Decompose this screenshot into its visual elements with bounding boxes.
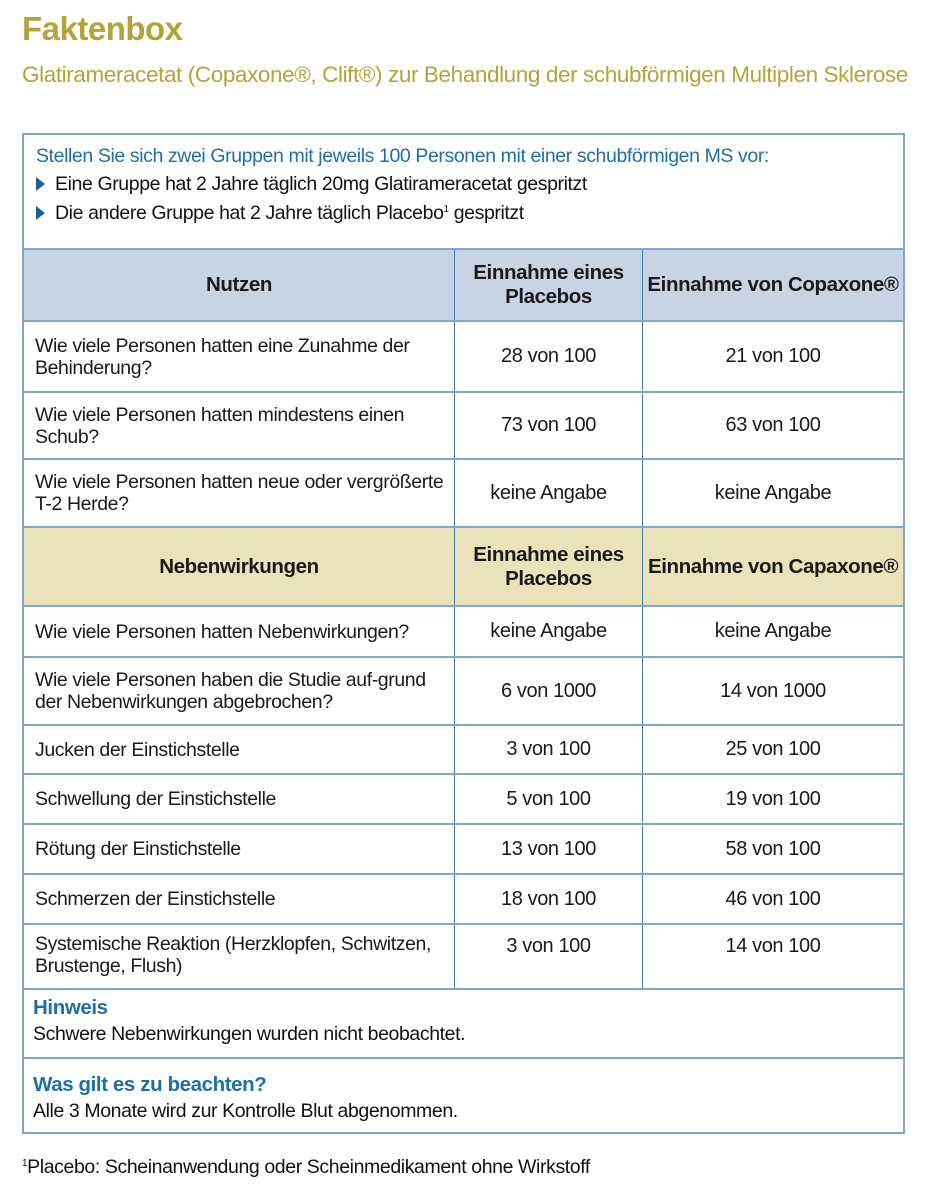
- footnote: [22, 1156, 590, 1179]
- placebo-value: 73 von 100: [454, 393, 642, 458]
- intro-heading: Stellen Sie sich zwei Gruppen mit jeweils 100 Personen mit einer schubförmigen MS vor:: [36, 145, 769, 167]
- column-header: Einnahme eines Placebos: [454, 250, 642, 320]
- drug-value: 21 von 100: [642, 322, 903, 391]
- drug-value: 14 von 1000: [642, 658, 903, 724]
- column-header: Einnahme von Copaxone®: [642, 250, 903, 320]
- page-subtitle: Glatirameracetat (Copaxone®, Clift®) zur Behandlung der schubförmigen Multiplen Sklerose: [22, 62, 908, 87]
- table-row: [24, 458, 903, 526]
- placebo-value: 6 von 1000: [454, 658, 642, 724]
- column-header: Nutzen: [206, 273, 272, 296]
- row-question: Schmerzen der Einstichstelle: [35, 888, 276, 910]
- hinweis-text: Schwere Nebenwirkungen wurden nicht beobachtet.: [33, 1023, 466, 1045]
- footnote-text: Placebo: Scheinanwendung oder Scheinmedikament ohne Wirkstoff: [27, 1156, 590, 1178]
- placebo-value: 28 von 100: [454, 322, 642, 391]
- beachten-text: Alle 3 Monate wird zur Kontrolle Blut abgenommen.: [33, 1100, 458, 1122]
- drug-value: 25 von 100: [642, 726, 903, 773]
- placebo-value: 5 von 100: [454, 775, 642, 823]
- row-question: Systemische Reaktion (Herzklopfen, Schwitzen, Brustenge, Flush): [35, 933, 432, 977]
- placebo-value: 13 von 100: [454, 825, 642, 873]
- bullet-item: [36, 173, 587, 196]
- row-question: Schwellung der Einstichstelle: [35, 788, 276, 810]
- column-header: Einnahme eines Placebos: [454, 528, 642, 605]
- side-effects-header-row: [24, 526, 903, 605]
- row-question: Jucken der Einstichstelle: [35, 738, 240, 761]
- column-header: Nebenwirkungen: [159, 554, 319, 578]
- placebo-value: 18 von 100: [454, 875, 642, 923]
- drug-value: 63 von 100: [642, 393, 903, 458]
- bullet-text-after: gespritzt: [448, 202, 524, 224]
- footnote-marker: 1: [22, 1158, 28, 1169]
- table-row: [24, 724, 903, 773]
- row-question: Rötung der Einstichstelle: [35, 838, 241, 860]
- bullet-item: [36, 202, 524, 225]
- page-title: Faktenbox: [22, 10, 183, 47]
- fact-box: [22, 133, 905, 1134]
- drug-value: keine Angabe: [642, 460, 903, 526]
- table-row: [24, 823, 903, 873]
- row-question: Wie viele Personen hatten eine Zunahme der Behinderung?: [35, 334, 410, 379]
- placebo-value: 3 von 100: [454, 726, 642, 773]
- table-row: [24, 923, 903, 988]
- hinweis-title: Hinweis: [33, 996, 108, 1019]
- triangle-right-icon: [36, 206, 45, 220]
- bullet-text: Die andere Gruppe hat 2 Jahre täglich Placebo: [55, 202, 444, 224]
- table-row: [24, 391, 903, 458]
- hinweis-section: [24, 988, 903, 1057]
- placebo-value: keine Angabe: [454, 460, 642, 526]
- table-row: [24, 773, 903, 823]
- drug-value: 14 von 100: [642, 925, 903, 988]
- bullet-text: Eine Gruppe hat 2 Jahre täglich 20mg Glatirameracetat gespritzt: [55, 173, 587, 195]
- placebo-value: 3 von 100: [454, 925, 642, 988]
- drug-value: 19 von 100: [642, 775, 903, 823]
- table-row: [24, 656, 903, 724]
- drug-value: 58 von 100: [642, 825, 903, 873]
- table-row: [24, 605, 903, 656]
- intro-section: [24, 135, 903, 249]
- triangle-right-icon: [36, 177, 45, 191]
- table-row: [24, 320, 903, 391]
- row-question: Wie viele Personen hatten neue oder vergrößerte T-2 Herde?: [35, 471, 444, 515]
- footnote-marker: 1: [443, 204, 449, 215]
- beachten-title: Was gilt es zu beachten?: [33, 1073, 267, 1096]
- table-row: [24, 873, 903, 923]
- row-question: Wie viele Personen haben die Studie auf-grund der Nebenwirkungen abgebrochen?: [35, 669, 426, 713]
- benefits-header-row: [24, 248, 903, 320]
- drug-value: keine Angabe: [642, 607, 903, 656]
- row-question: Wie viele Personen hatten mindestens einen Schub?: [35, 403, 405, 448]
- row-question: Wie viele Personen hatten Nebenwirkungen?: [35, 620, 409, 643]
- column-header: Einnahme von Capaxone®: [642, 528, 903, 605]
- placebo-value: keine Angabe: [454, 607, 642, 656]
- beachten-section: [24, 1057, 903, 1132]
- drug-value: 46 von 100: [642, 875, 903, 923]
